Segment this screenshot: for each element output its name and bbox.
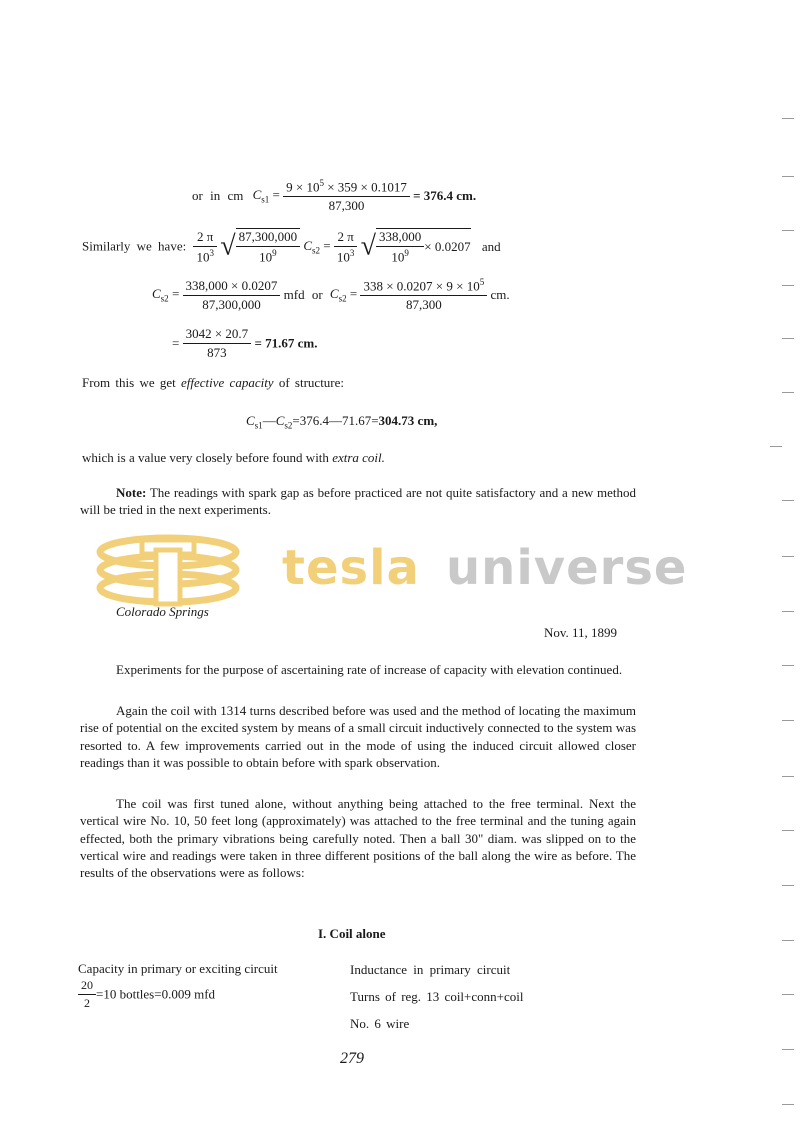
eq2-mid: C	[303, 237, 312, 253]
eq1-lhs: C	[252, 187, 262, 203]
text-extra-coil	[82, 450, 385, 466]
eq4-fraction	[183, 326, 252, 361]
eq2-mid-sub: s2	[312, 245, 321, 256]
right-col-line3: No. 6 wire	[350, 1016, 410, 1031]
eq2-s2-den: 10	[391, 249, 405, 265]
eq2-fraction-2	[334, 229, 358, 265]
eq2-s1-den-sup: 9	[272, 248, 277, 258]
eq3-lhs-sub: s2	[160, 293, 169, 304]
note-paragraph	[80, 484, 636, 519]
equation-similarly: Similarly we have: $\frac{2 \pi}{10^3}$ √ $\frac{87,300,000}{10^9}$ $C_{s2}$ = $\frac{2 \pi}{10^3}$ √ $\frac{338,000}{10^9}$ × 0.0207 and	[82, 228, 501, 265]
eq2-s2-tail: × 0.0207	[424, 239, 471, 255]
left-col-line2	[78, 978, 215, 1011]
paragraph-2	[80, 702, 636, 771]
eq2-sqrt-1: √ $\frac{87,300,000}{10^9}$	[220, 228, 300, 265]
eq3-lhs2-sub: s2	[338, 293, 347, 304]
paragraph-1-text: Experiments for the purpose of ascertaining rate of increase of capacity with elevation continued.	[116, 662, 623, 677]
eq2-f2-den: 10	[336, 248, 350, 264]
text1-before: From this we get	[82, 375, 181, 390]
text2-before: which is a value very closely before found with	[82, 450, 333, 465]
note-text: The readings with spark gap as before practiced are not quite satisfactory and a new method will be tried in the next experiments.	[80, 485, 636, 518]
eq1-lhs-sub: s1	[261, 194, 270, 205]
eq2-f1-num: 2 π	[193, 229, 217, 247]
left-col-line2-text: =10 bottles=0.009 mfd	[96, 986, 216, 1002]
left-col-frac-den: 2	[84, 996, 90, 1010]
paragraph-1	[80, 661, 636, 678]
date-heading: Nov. 11, 1899	[544, 625, 618, 640]
place-heading: Colorado Springs	[116, 604, 209, 619]
eq3-b-num: 338 × 0.0207 × 9 × 10	[363, 278, 480, 294]
eq2-f2-num: 2 π	[334, 229, 358, 247]
eq1-result: = 376.4 cm.	[413, 188, 477, 204]
eq2-s1-num: 87,300,000	[236, 229, 301, 247]
equation-effective-capacity	[246, 413, 437, 431]
eq2-suffix: and	[481, 238, 501, 254]
eq4-den: 873	[207, 345, 227, 360]
paragraph-3-text: The coil was first tuned alone, without anything being attached to the free terminal. Next the vertical wire No. 10, 50 feet long (approximately) was attached to the free terminal and the tuning again effected, both the primary vibrations being carefully noted. Then a ball 30" diam. was slipped on to the vertical wire and readings were taken in three different positions of the ball along the wire as before. The results of the observations were as follows:	[80, 796, 636, 881]
right-col-line1: Inductance in primary circuit	[350, 962, 511, 977]
note-label: Note:	[116, 485, 147, 500]
eq1-prefix: or in cm	[192, 188, 244, 204]
eq2-prefix: Similarly we have:	[82, 238, 187, 254]
eq3-unit: mfd	[283, 287, 305, 303]
eq3-fraction-b	[360, 277, 487, 313]
eq3-b-den: 87,300	[405, 297, 442, 313]
text1-italic: effective capacity	[181, 375, 274, 390]
eq5-b: C	[275, 413, 285, 428]
equation-cs1: or in cm $C_{s1}$ = $\frac{9 \times 10^5 \times 359 \times 0.1017}{87,300}$ = 376.4 cm.	[192, 178, 477, 214]
tesla-universe-logo-icon	[90, 530, 246, 610]
eq2-f1-den: 10	[196, 248, 210, 264]
eq1-fraction	[283, 178, 410, 214]
eq5-a-sub: s1	[254, 420, 263, 431]
eq3-lhs: C	[152, 286, 161, 302]
eq2-s1-den: 10	[259, 249, 273, 265]
eq2-f2-den-sup: 3	[349, 247, 355, 258]
eq3-b-unit: cm.	[490, 287, 510, 303]
eq5-a: C	[246, 413, 255, 428]
eq1-num: 9 × 10	[286, 179, 320, 195]
eq5-b-sub: s2	[284, 420, 293, 431]
eq5-bold: 304.73 cm,	[378, 413, 438, 428]
eq4-result: = 71.67 cm.	[254, 335, 318, 351]
left-col-frac-num: 20	[78, 978, 96, 995]
eq2-sqrt-2: √ $\frac{338,000}{10^9}$ × 0.0207	[360, 229, 471, 265]
eq3-fraction-a	[183, 278, 281, 313]
eq5-dash: —	[262, 413, 276, 428]
left-col-line1: Capacity in primary or exciting circuit	[78, 961, 278, 976]
eq2-s2-den-sup: 9	[404, 248, 409, 258]
eq1-num-rest: × 359 × 0.1017	[323, 179, 407, 195]
paragraph-3	[80, 795, 636, 881]
right-col-line2: Turns of reg. 13 coil+conn+coil	[350, 989, 524, 1004]
eq2-s2-num: 338,000	[376, 229, 424, 247]
eq3-or: or	[311, 287, 323, 303]
eq4-num: 3042 × 20.7	[183, 326, 252, 344]
eq1-den: 87,300	[328, 198, 365, 214]
section-heading: I. Coil alone	[318, 926, 386, 941]
eq3-b-num-sup: 5	[479, 277, 485, 287]
eq3-a-num: 338,000 × 0.0207	[183, 278, 281, 296]
eq3-a-den: 87,300,000	[202, 296, 261, 312]
eq2-fraction-1	[193, 229, 217, 265]
equation-result-71: = $\frac{3042 \times 20.7}{873}$ = 71.67 cm.	[172, 326, 318, 360]
paragraph-2-text: Again the coil with 1314 turns described before was used and the method of locating the maximum rise of potential on the excited system by means of a small circuit inductively connected to the system was resorted to. A few improvements carried out in the mode of using the induced circuit allowed closer readings than it was possible to obtain before with spark observation.	[80, 703, 636, 770]
text2-italic: extra coil.	[332, 450, 385, 465]
eq5-rest: =376.4—71.67=	[292, 413, 379, 428]
watermark-word-universe: universe	[446, 540, 688, 596]
text-effective-capacity	[82, 375, 344, 391]
page-number: 279	[340, 1050, 364, 1067]
eq3-lhs2: C	[329, 286, 339, 302]
text1-after: of structure:	[273, 375, 345, 390]
equation-cs2: $C_{s2}$ = $\frac{338,000 \times 0.0207}{87,300,000}$ mfd or $C_{s2}$ = $\frac{338 \times 0.0207 \times 9 \times 10^5}{87,300}$ cm.	[152, 277, 510, 313]
watermark-word-tesla: tesla	[282, 540, 420, 596]
eq1-num-sup: 5	[319, 178, 324, 188]
eq2-f1-den-sup: 3	[209, 247, 214, 258]
